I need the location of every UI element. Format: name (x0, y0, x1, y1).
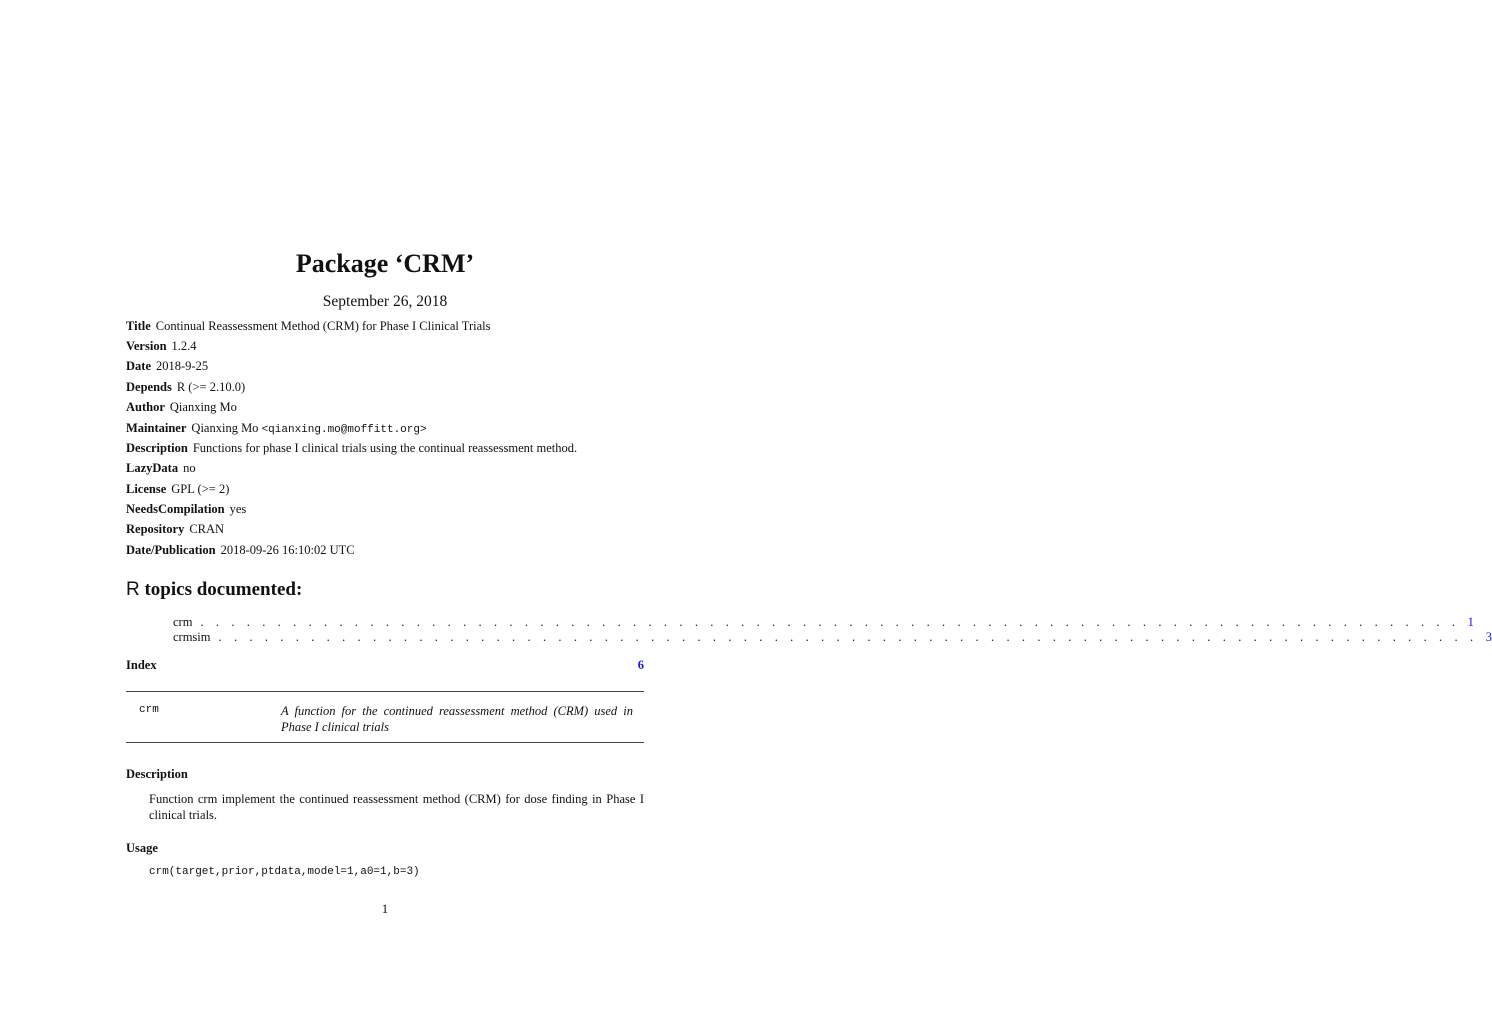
meta-value: Qianxing Mo (169, 400, 237, 414)
meta-key: Depends (126, 380, 172, 394)
meta-value: GPL (>= 2) (171, 482, 230, 496)
topics-heading (126, 579, 302, 601)
meta-license (126, 481, 686, 497)
meta-version (126, 338, 686, 354)
page-number: 1 (381, 901, 389, 916)
meta-key: License (126, 482, 167, 496)
toc-entry-crmsim[interactable] (173, 629, 1492, 645)
meta-date-publication (126, 542, 686, 558)
meta-needscompilation (126, 501, 686, 517)
meta-key: Repository (126, 522, 185, 536)
toc-entry-index[interactable] (126, 657, 644, 673)
meta-value: 2018-09-26 16:10:02 UTC (220, 543, 355, 557)
usage-heading: Usage (126, 841, 158, 855)
function-header-rule-top (126, 691, 644, 692)
meta-value: CRAN (189, 522, 225, 536)
index-page-link[interactable]: 6 (637, 658, 644, 672)
meta-depends (126, 379, 686, 395)
function-header-rule-bottom (126, 742, 644, 743)
maintainer-email: <qianxing.mo@moffitt.org> (261, 424, 427, 436)
meta-value: yes (229, 502, 247, 516)
meta-lazydata (126, 460, 686, 476)
meta-key: Maintainer (126, 421, 187, 435)
package-title: Package ‘CRM’ (295, 249, 475, 278)
meta-repository (126, 521, 686, 537)
toc-leader-dots: . . . . . . . . . . . . . . . . . . . . . . . . . . . . . . . . . . . . . . . . . . . . . . . . . . . . . . . . . . . . . . . . . . . . . . . . . . . . . . . . . . (218, 630, 1478, 644)
meta-description (126, 440, 686, 456)
toc-entry-crm[interactable] (173, 614, 1474, 630)
toc-label: crmsim (173, 630, 211, 644)
meta-value: R (>= 2.10.0) (176, 380, 246, 394)
description-body: Function crm implement the continued reassessment method (CRM) for dose finding in Phase I clinical trials. (149, 792, 644, 822)
meta-value: Functions for phase I clinical trials using the continual reassessment method. (192, 441, 578, 455)
meta-author (126, 399, 686, 415)
topics-heading-text: topics documented: (144, 579, 303, 600)
meta-key: Version (126, 339, 167, 353)
meta-key: Title (126, 319, 151, 333)
meta-key: Author (126, 400, 165, 414)
meta-title (126, 318, 686, 334)
description-heading: Description (126, 767, 188, 781)
package-date: September 26, 2018 (322, 293, 448, 310)
meta-key: Date (126, 359, 151, 373)
toc-label: crm (173, 615, 193, 629)
meta-value: 1.2.4 (171, 339, 197, 353)
meta-key: Date/Publication (126, 543, 216, 557)
meta-value: Continual Reassessment Method (CRM) for Phase I Clinical Trials (155, 319, 491, 333)
function-name: crm (139, 704, 159, 716)
meta-value: no (183, 461, 196, 475)
meta-date (126, 358, 686, 374)
meta-value: 2018-9-25 (156, 359, 209, 373)
usage-code: crm(target,prior,ptdata,model=1,a0=1,b=3) (149, 866, 420, 878)
toc-page-link[interactable]: 1 (1467, 615, 1474, 629)
meta-maintainer (126, 420, 686, 438)
r-logo-letter: R (126, 579, 140, 600)
index-label: Index (126, 658, 157, 672)
toc-page-link[interactable]: 3 (1485, 630, 1492, 644)
function-title: A function for the continued reassessment method (CRM) used in Phase I clinical trials (281, 704, 633, 734)
meta-key: NeedsCompilation (126, 502, 225, 516)
meta-key: Description (126, 441, 188, 455)
meta-value: Qianxing Mo (191, 421, 259, 435)
meta-key: LazyData (126, 461, 179, 475)
toc-leader-dots: . . . . . . . . . . . . . . . . . . . . . . . . . . . . . . . . . . . . . . . . . . . . . . . . . . . . . . . . . . . . . . . . . . . . . . . . . . . . . . . . . . (200, 615, 1460, 629)
